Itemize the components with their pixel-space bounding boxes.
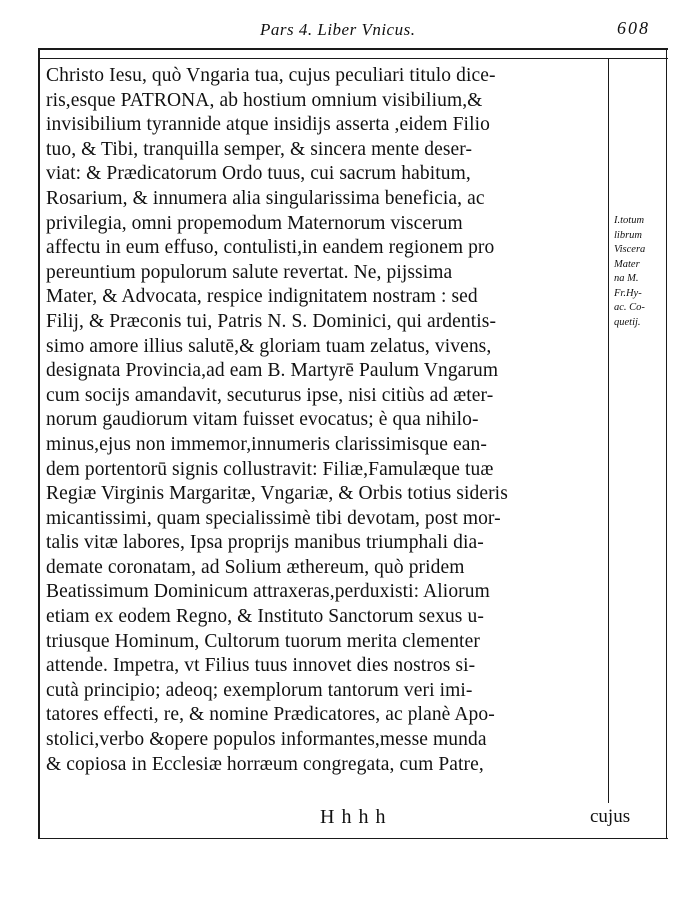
text-line: Rosarium, & innumera alia singularissima beneficia, ac [46,187,485,209]
text-line: demate coronatam, ad Solium æthereum, quò pridem [46,556,465,578]
text-line: Christo Iesu, quò Vngaria tua, cujus peculiari titulo dice- [46,65,496,86]
catchword: cujus [590,806,631,827]
running-head [40,10,660,40]
text-line: ris,esque PATRONA, ab hostium omnium visibilium,& [46,89,483,111]
margin-note [614,214,664,330]
running-title: Pars 4. Liber Vnicus. [260,20,416,39]
right-rule [666,48,667,838]
margin-note-line: Viscera [614,244,646,255]
text-line: cutà principio; adeoq; exemplorum tantorum veri imi- [46,679,473,701]
text-line: viat: & Prædicatorum Ordo tuus, cui sacrum habitum, [46,163,471,185]
text-line: norum gaudiorum vitam fuisset evocatus; è qua nihilo- [46,409,479,431]
text-line: invisibilium tyrannide atque insidijs asserta ,eidem Filio [46,114,490,136]
text-line: pereuntium populorum salute revertat. Ne, pijssima [46,261,453,283]
text-line: micantissimi, quam specialissimè tibi devotam, post mor- [46,507,501,529]
margin-note-line: quetij. [614,316,641,328]
text-line: designata Provincia,ad eam B. Martyrē Paulum Vngarum [46,360,499,382]
top-rule-inner [38,58,668,59]
text-line: Filij, & Præconis tui, Patris N. S. Dominici, qui ardentis- [46,310,497,332]
text-line: etiam ex eodem Regno, & Instituto Sanctorum sexus u- [46,606,484,628]
margin-note-line: na M. [614,273,639,284]
text-line: stolici,verbo &opere populos informantes,messe munda [46,729,487,751]
margin-note-line: librum [614,229,643,241]
text-line: dem portentorū signis collustravit: Filiæ,Famulæque tuæ [46,458,494,480]
text-line: Regiæ Virginis Margaritæ, Vngariæ, & Orbis totius sideris [46,483,508,505]
text-line: tatores effecti, re, & nomine Prædicatores, ac planè Apo- [46,704,495,726]
text-line: triusque Hominum, Cultorum tuorum merita clementer [46,630,480,652]
page-number: 608 [617,18,650,38]
text-line: Beatissimum Dominicum attraxeras,perduxisti: Aliorum [46,581,490,603]
margin-note-line: I.totum [614,215,645,226]
text-line: tuo, & Tibi, tranquilla semper, & sincera mente deser- [46,138,473,160]
text-line: privilegia, omni propemodum Maternorum viscerum [46,212,463,234]
text-line: minus,ejus non immemor,innumeris clarissimisque ean- [46,433,487,455]
text-line: affectu in eum effuso, contulisti,in eandem regionem pro [46,237,495,259]
margin-note-line: Fr.Hy- [614,287,642,299]
left-rule [38,48,40,838]
text-line: talis vitæ labores, Ipsa proprijs manibus triumphali dia- [46,532,484,554]
margin-note-line: Mater [614,258,640,270]
signature-mark: Hhhh [320,806,393,828]
top-rule [38,48,668,50]
text-line: Mater, & Advocata, respice indignitatem nostram : sed [46,286,478,308]
text-line: & copiosa in Ecclesiæ horræum congregata, cum Patre, [46,753,484,775]
margin-note-line: ac. Co- [614,302,645,313]
text-line: simo amore illius salutē,& gloriam tuam zelatus, vivens, [46,335,492,357]
body-text [46,64,604,777]
bottom-rule [38,838,668,839]
margin-divider-rule [608,58,609,803]
text-line: attende. Impetra, vt Filius tuus innovet dies nostros si- [46,655,476,677]
text-line: cum socijs amandavit, secuturus ipse, nisi citiùs ad æter- [46,384,494,406]
